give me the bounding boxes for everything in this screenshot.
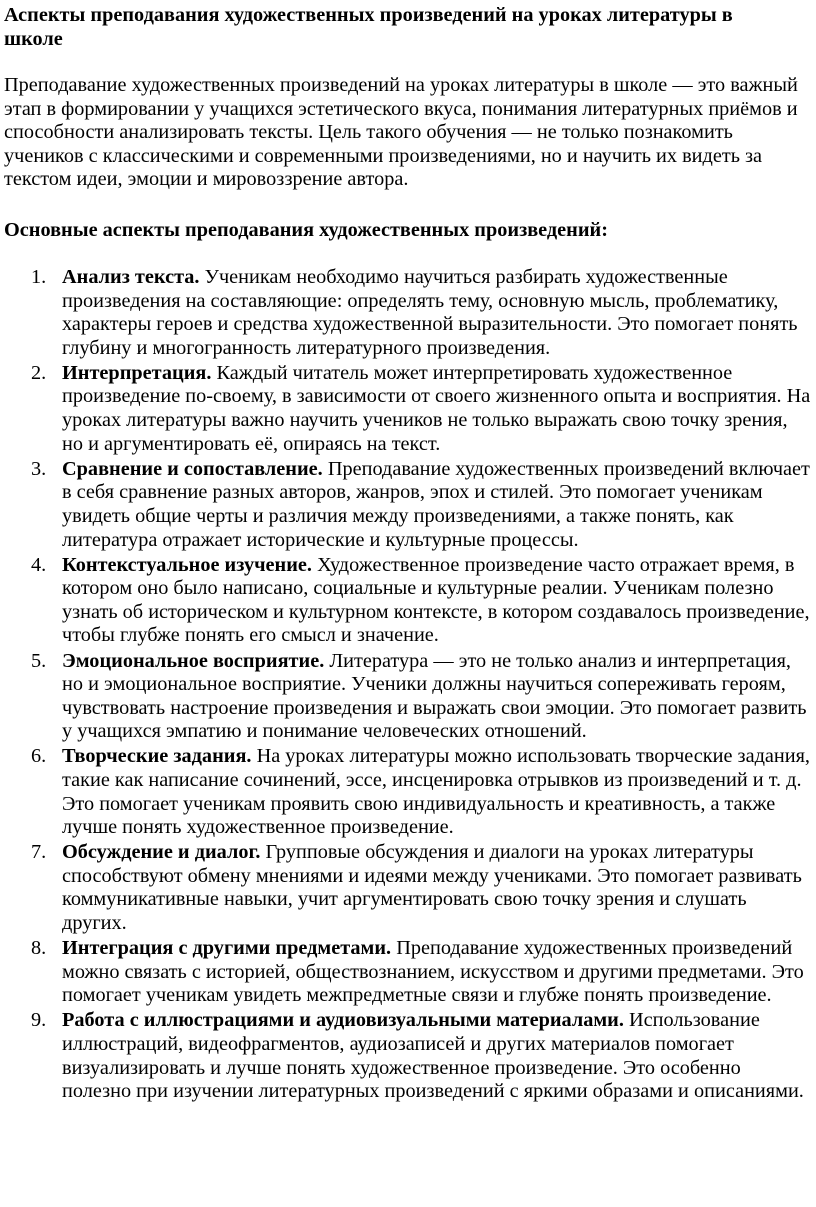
list-item-text: Использование иллюстраций, видеофрагментов, аудиозаписей и других материалов помогает визуализировать и лучше понять художественное произведение. Это особенно полезно при изучении литературных произведений с яркими образами и описаниями. [62,1009,804,1103]
list-item [0,1009,812,1103]
list-item [0,650,812,744]
list-item-text: На уроках литературы можно использовать творческие задания, такие как написание сочинений, эссе, инсценировка отрывков из произведений и т. д. Это помогает ученикам проявить свою индивидуальность и креативность, а также лучше понять художественное произведение. [62,745,810,839]
list-item-lead: Контекстуальное изучение. [62,553,312,576]
list-item-text: Преподавание художественных произведений можно связать с историей, обществознанием, искусством и другими предметами. Это помогает ученикам увидеть межпредметные связи и глубже понять произведение. [62,937,804,1007]
list-item-lead: Интеграция с другими предметами. [62,937,392,960]
list-item-lead: Интерпретация. [62,361,212,384]
list-item-lead: Сравнение и сопоставление. [62,457,323,480]
list-item [0,266,812,360]
list-item-lead: Работа с иллюстрациями и аудиовизуальными материалами. [62,1009,624,1032]
list-item-lead: Эмоциональное восприятие. [62,649,325,672]
list-item-lead: Творческие задания. [62,745,252,768]
list-item-text: Художественное произведение часто отражает время, в котором оно было написано, социальные и культурные реалии. Ученикам полезно узнать об историческом и культурном контексте, в котором создавалось произведение, чтобы глубже понять его смысл и значение. [62,553,810,647]
list-item-number: 2. [31,361,47,384]
list-item-number: 7. [31,841,47,864]
list-item-number: 5. [31,649,47,672]
list-item [0,745,812,839]
list-item-number: 8. [31,937,47,960]
list-item-number: 3. [31,457,47,480]
list-item-text: Литература — это не только анализ и интерпретация, но и эмоциональное восприятие. Ученики должны научиться сопереживать героям, чувствовать настроение произведения и выражать свои эмоции. Это помогает развить у учащихся эмпатию и понимание человеческих отношений. [62,649,807,743]
list-item-text: Преподавание художественных произведений включает в себя сравнение разных авторов, жанров, эпох и стилей. Это помогает ученикам увидеть общие черты и различия между произведениями, а также понять, как литература отражает исторические и культурные процессы. [62,457,810,551]
list-item-number: 4. [31,553,47,576]
list-item-number: 6. [31,745,47,768]
list-item [0,937,812,1008]
list-item-text: Групповые обсуждения и диалоги на уроках литературы способствуют обмену мнениями и идеями между учениками. Это помогает развивать коммуникативные навыки, учит аргументировать свою точку зрения и слушать других. [62,841,802,935]
intro-paragraph: Преподавание художественных произведений на уроках литературы в школе — это важный этап в формировании у учащихся эстетического вкуса, понимания литературных приёмов и способности анализировать тексты. Цель такого обучения — не только познакомить учеников с классическими и современными произведениями, но и научить их видеть за текстом идеи, эмоции и мировоззрение автора. [4,74,798,191]
section-subheading: Основные аспекты преподавания художественных произведений: [4,219,608,241]
list-item-text: Ученикам необходимо научиться разбирать художественные произведения на составляющие: определять тему, основную мысль, проблематику, характеры героев и средства художественной выразительности. Это помогает понять глубину и многогранность литературного произведения. [62,266,798,359]
list-item [0,554,812,648]
list-item-number: 1. [31,266,47,288]
list-item-number: 9. [31,1009,47,1032]
list-item [0,841,812,935]
aspects-list [0,266,812,1105]
document-title: Аспекты преподавания художественных произведений на уроках литературы в школе [4,4,733,50]
list-item-lead: Обсуждение и диалог. [62,841,261,864]
list-item-lead: Анализ текста. [62,266,200,288]
list-item [0,362,812,456]
list-item-text: Каждый читатель может интерпретировать художественное произведение по-своему, в зависимости от своего жизненного опыта и восприятия. На уроках литературы важно научить учеников не только выражать свою точку зрения, но и аргументировать её, опираясь на текст. [62,361,811,455]
list-item [0,458,812,552]
